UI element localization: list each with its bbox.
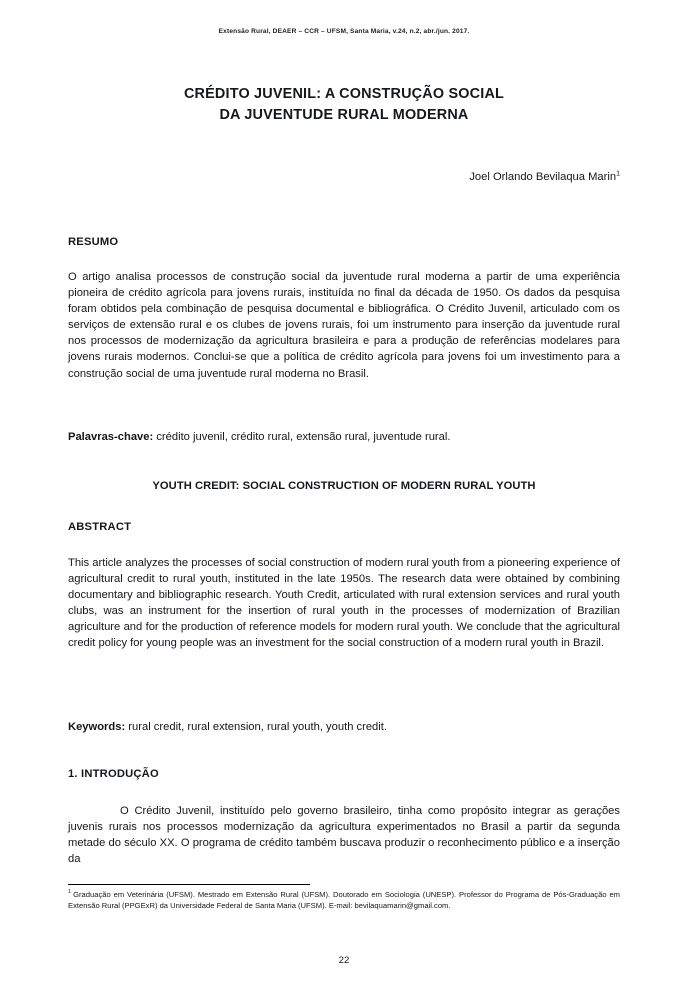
- author-footnote-marker: 1: [616, 170, 620, 178]
- footnote-marker: 1: [68, 889, 72, 896]
- author-byline: [68, 171, 620, 183]
- palavras-chave-line: [68, 429, 620, 445]
- introduction-paragraph: O Crédito Juvenil, instituído pelo governo brasileiro, tinha como propósito integrar as gerações juvenis rurais nos processos modernização da agricultura experimentados no Brasil a partir da segunda metade do século XX. O programa de crédito também buscava produzir o reconhecimento público e a inserção da: [68, 805, 620, 866]
- palavras-chave-values: crédito juvenil, crédito rural, extensão rural, juventude rural.: [153, 431, 451, 443]
- author-name: Joel Orlando Bevilaqua Marin: [469, 171, 617, 183]
- palavras-chave-label: Palavras-chave:: [68, 431, 154, 443]
- footnote-separator: [68, 884, 310, 885]
- keywords-line: [68, 719, 620, 735]
- abstract-paragraph: This article analyzes the processes of social construction of modern rural youth from a pioneering experience of agricultural credit to rural youth, instituted in the late 1950s. The research data were obtained by combining documentary and bibliographic research. Youth Credit, articulated with rural extension services and rural youth clubs, was an instrument for the insertion of rural youth in the processes of modernization of Brazilian agriculture and for the production of reference models for modern rural youth. We conclude that the agricultural credit policy for young people was an investment for the social construction of a modern rural youth in Brazil.: [68, 557, 620, 650]
- footnote: [68, 890, 620, 911]
- title-line-1: CRÉDITO JUVENIL: A CONSTRUÇÃO SOCIAL: [183, 86, 505, 102]
- journal-running-head: Extensão Rural, DEAER – CCR – UFSM, Santa Maria, v.24, n.2, abr./jun. 2017.: [218, 28, 470, 35]
- resumo-heading: RESUMO: [68, 236, 119, 248]
- english-title: YOUTH CREDIT: SOCIAL CONSTRUCTION OF MODERN RURAL YOUTH: [152, 480, 536, 492]
- introduction-heading: 1. INTRODUÇÃO: [68, 768, 159, 780]
- abstract-heading: ABSTRACT: [68, 521, 132, 533]
- page-title: [68, 84, 620, 126]
- keywords-values: rural credit, rural extension, rural youth, youth credit.: [125, 721, 387, 733]
- keywords-label: Keywords:: [68, 721, 126, 733]
- footnote-text: Graduação em Veterinária (UFSM). Mestrado em Extensão Rural (UFSM). Doutorado em Sociologia (UNESP). Professor do Programa de Pós-Graduação em Extensão Rural (PPGExR) da Universidade Federal de Santa Maria (UFSM). E-mail: bevilaquamarin@gmail.com.: [68, 890, 620, 910]
- title-line-2: DA JUVENTUDE RURAL MODERNA: [219, 107, 469, 123]
- page-number: 22: [338, 955, 350, 966]
- resumo-paragraph: O artigo analisa processos de construção social da juventude rural moderna a partir de uma experiência pioneira de crédito agrícola para jovens rurais, instituída no final da década de 1950. Os dados da pesquisa foram obtidos pela combinação de pesquisa documental e bibliográfica. O Crédito Juvenil, articulado com os serviços de extensão rural e os clubes de jovens rurais, foi um instrumento para inserção da juventude rural nos processos de modernização da agricultura brasileira e para a produção de referências modelares para jovens rurais modernos. Conclui-se que a política de crédito agrícola para jovens foi um investimento para a construção social de uma juventude rural moderna no Brasil.: [68, 271, 620, 380]
- title-block: [68, 84, 620, 126]
